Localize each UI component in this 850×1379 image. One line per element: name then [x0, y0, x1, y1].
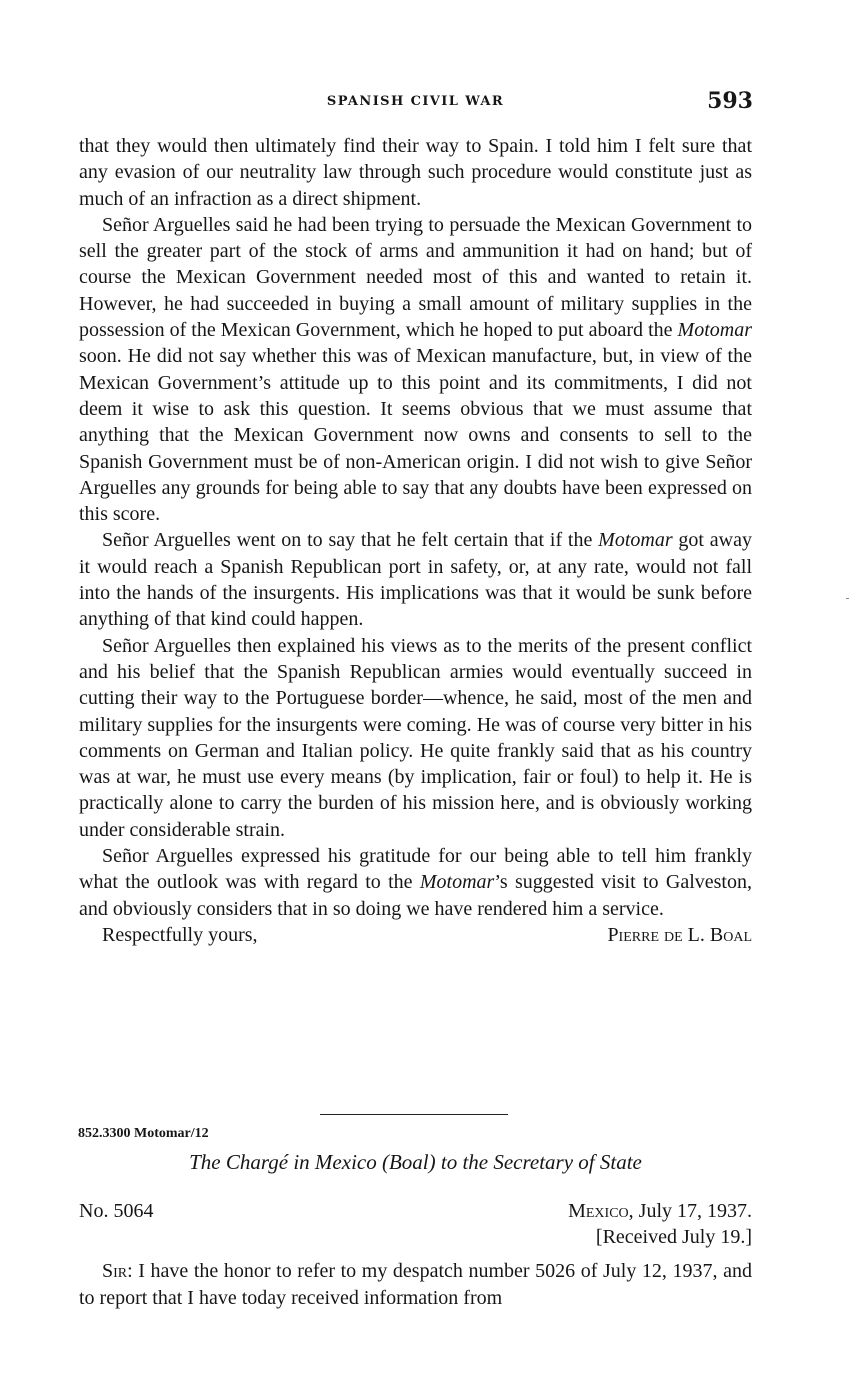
paragraph-3-text-b: got away it would reach a Spanish Republican port in safety, or, at any rate, would not fall into the hands of the insurgents. His implications was that it would be sunk before anything of that kind could happen.	[79, 529, 752, 631]
paragraph-2-text-a: Señor Arguelles said he had been trying to persuade the Mexican Government to sell the greater part of the stock of arms and ammunition it had on hand; but of course the Mexican Government needed most of this and wanted to retain it. However, he had succeeded in buying a small amount of military supplies in the possession of the Mexican Government, which he hoped to put aboard the	[79, 213, 752, 342]
paragraph-1: that they would then ultimately find their way to Spain. I told him I felt sure that any evasion of our neutrality law through such procedure would constitute just as much of an infraction as a direct shipment.	[79, 135, 752, 210]
document-heading: The Chargé in Mexico (Boal) to the Secretary of State	[189, 1150, 642, 1174]
section-divider	[320, 1114, 508, 1115]
paragraph-5	[79, 843, 752, 922]
ship-name: Motomar	[419, 871, 495, 894]
file-reference: 852.3300 Motomar/12	[78, 1126, 209, 1141]
running-title: SPANISH CIVIL WAR	[326, 94, 505, 109]
page-number: 593	[707, 88, 753, 114]
paragraph-5-text-b: ’s suggested visit to Galveston, and obviously considers that in so doing we have rendered him a service.	[79, 871, 752, 920]
dateline-place: Mexico	[568, 1200, 629, 1222]
paragraph-4: Señor Arguelles then explained his views as to the merits of the present conflict and his belief that the Spanish Republican armies would eventually succeed in cutting their way to the Portuguese border—whence, he said, most of the men and military supplies for the insurgents were coming. He was of course very bitter in his comments on German and Italian policy. He quite frankly said that as his country was at war, he must use every means (by implication, fair or foul) to help it. He is practically alone to carry the burden of his mission here, and is obviously working under considerable strain.	[79, 634, 752, 841]
signature-line	[79, 922, 752, 948]
dateline-date: , July 17, 1937.	[628, 1200, 752, 1222]
despatch-row	[79, 1198, 752, 1224]
salutation: Sir	[102, 1260, 128, 1282]
despatch-opening-paragraph	[79, 1258, 752, 1312]
paragraph-5-text-a: Señor Arguelles expressed his gratitude for our being able to tell him frankly what the outlook was with regard to the	[79, 845, 752, 894]
paragraph-2-text-b: soon. He did not say whether this was of Mexican manufacture, but, in view of the Mexican Government’s attitude up to this point and its commitments, I did not deem it wise to ask this question. It seems obvious that we must assume that anything that the Mexican Government now owns and consents to sell to the Spanish Government must be of non-American origin. I did not wish to give Señor Arguelles any grounds for being able to say that any doubts have been expressed on this score.	[79, 345, 752, 526]
despatch-block	[79, 1198, 752, 1250]
letter-body	[79, 133, 752, 948]
dateline	[568, 1198, 752, 1224]
running-head	[78, 88, 753, 120]
paragraph-3-text-a: Señor Arguelles went on to say that he felt certain that if the	[102, 529, 599, 552]
closing: Respectfully yours,	[102, 923, 258, 946]
paragraph-3	[79, 527, 752, 632]
signature: Pierre de L. Boal	[607, 923, 752, 946]
despatch-opening-text: : I have the honor to refer to my despatch number 5026 of July 12, 1937, and to report that I have today received information from	[79, 1260, 752, 1309]
paragraph-2	[79, 212, 752, 528]
received-date: [Received July 19.]	[595, 1226, 752, 1248]
ship-name: Motomar	[598, 529, 673, 552]
ship-name: Motomar	[677, 319, 752, 342]
despatch-number: No. 5064	[79, 1200, 154, 1222]
margin-mark	[846, 598, 849, 599]
